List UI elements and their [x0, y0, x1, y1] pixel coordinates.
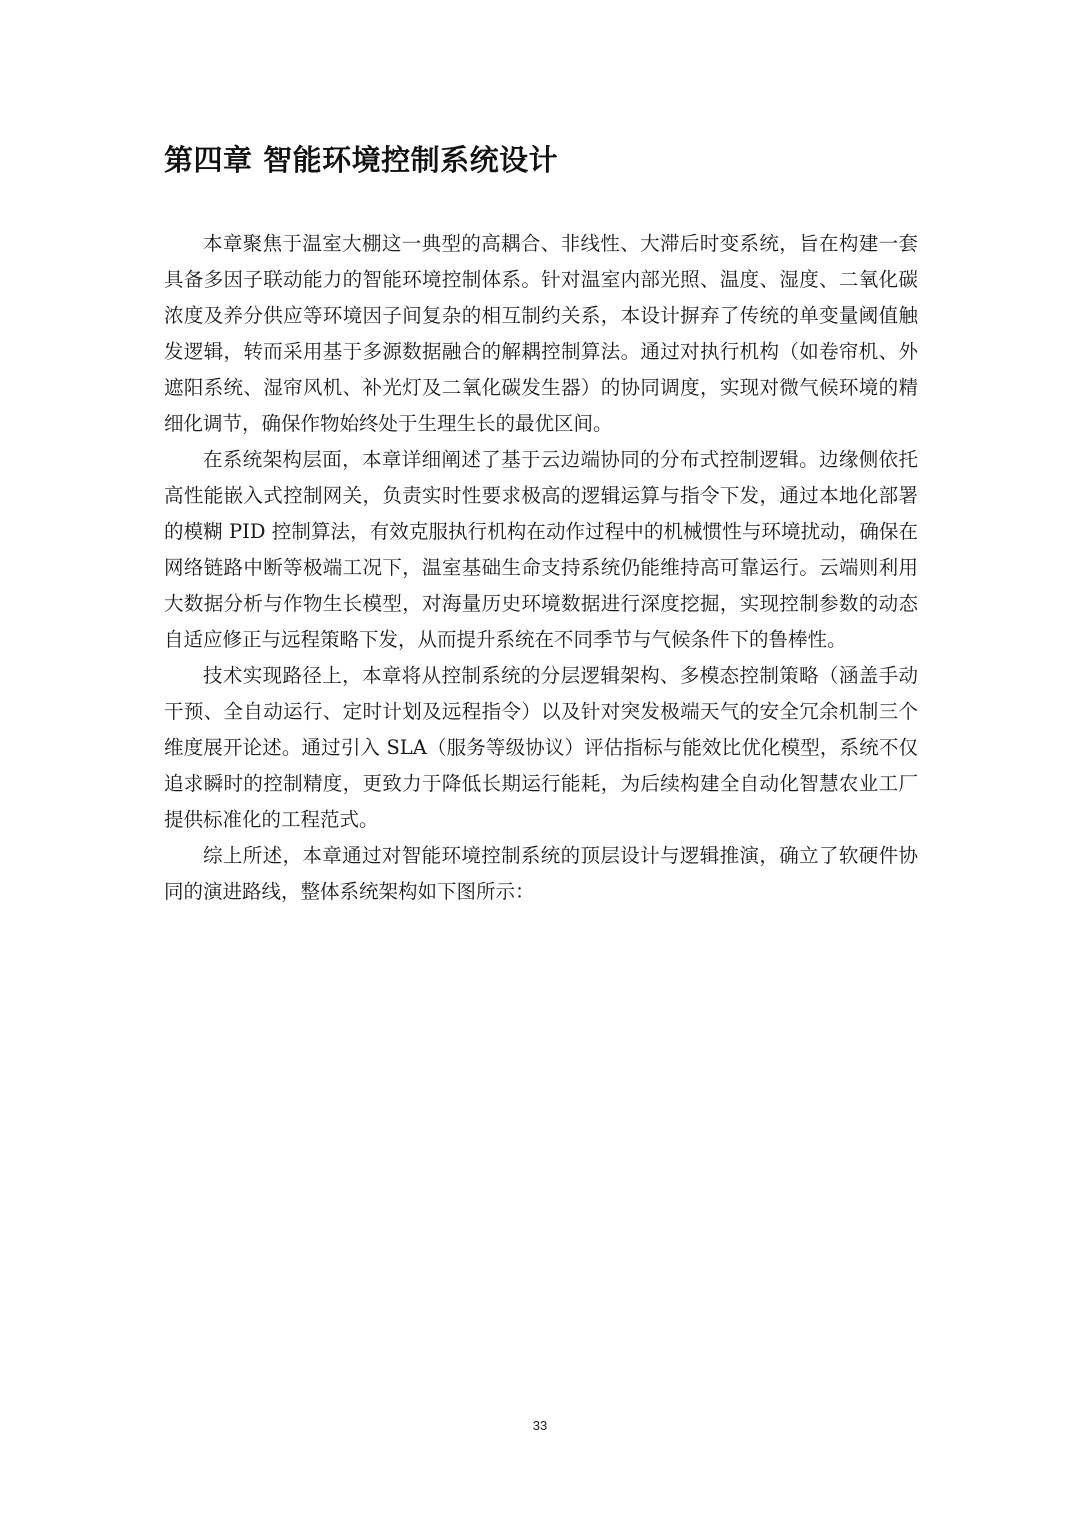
paragraph-intro: 本章聚焦于温室大棚这一典型的高耦合、非线性、大滞后时变系统，旨在构建一套具备多因子联动能力的智能环境控制体系。针对温室内部光照、温度、湿度、二氧化碳浓度及养分供应等环境因子间复杂的相互制约关系，本设计摒弃了传统的单变量阈值触发逻辑，转而采用基于多源数据融合的解耦控制算法。通过对执行机构（如卷帘机、外遮阳系统、湿帘风机、补光灯及二氧化碳发生器）的协同调度，实现对微气候环境的精细化调节，确保作物始终处于生理生长的最优区间。 [164, 232, 918, 435]
chapter-title: 第四章 智能环境控制系统设计 [164, 143, 559, 177]
paragraph-implementation: 技术实现路径上，本章将从控制系统的分层逻辑架构、多模态控制策略（涵盖手动干预、全自动运行、定时计划及远程指令）以及针对突发极端天气的安全冗余机制三个维度展开论述。通过引入 SLA（服务等级协议）评估指标与能效比优化模型，系统不仅追求瞬时的控制精度，更致力于降低长期运行能耗，为后续构建全自动化智慧农业工厂提供标准化的工程范式。 [164, 664, 918, 831]
page-number: 33 [532, 1418, 548, 1433]
paragraph-summary: 综上所述，本章通过对智能环境控制系统的顶层设计与逻辑推演，确立了软硬件协同的演进路线，整体系统架构如下图所示： [164, 844, 918, 903]
paragraph-architecture: 在系统架构层面，本章详细阐述了基于云边端协同的分布式控制逻辑。边缘侧依托高性能嵌入式控制网关，负责实时性要求极高的逻辑运算与指令下发，通过本地化部署的模糊 PID 控制算法，有效克服执行机构在动作过程中的机械惯性与环境扰动，确保在网络链路中断等极端工况下，温室基础生命支持系统仍能维持高可靠运行。云端则利用大数据分析与作物生长模型，对海量历史环境数据进行深度挖掘，实现控制参数的动态自适应修正与远程策略下发，从而提升系统在不同季节与气候条件下的鲁棒性。 [164, 448, 918, 651]
body-text [164, 226, 918, 910]
